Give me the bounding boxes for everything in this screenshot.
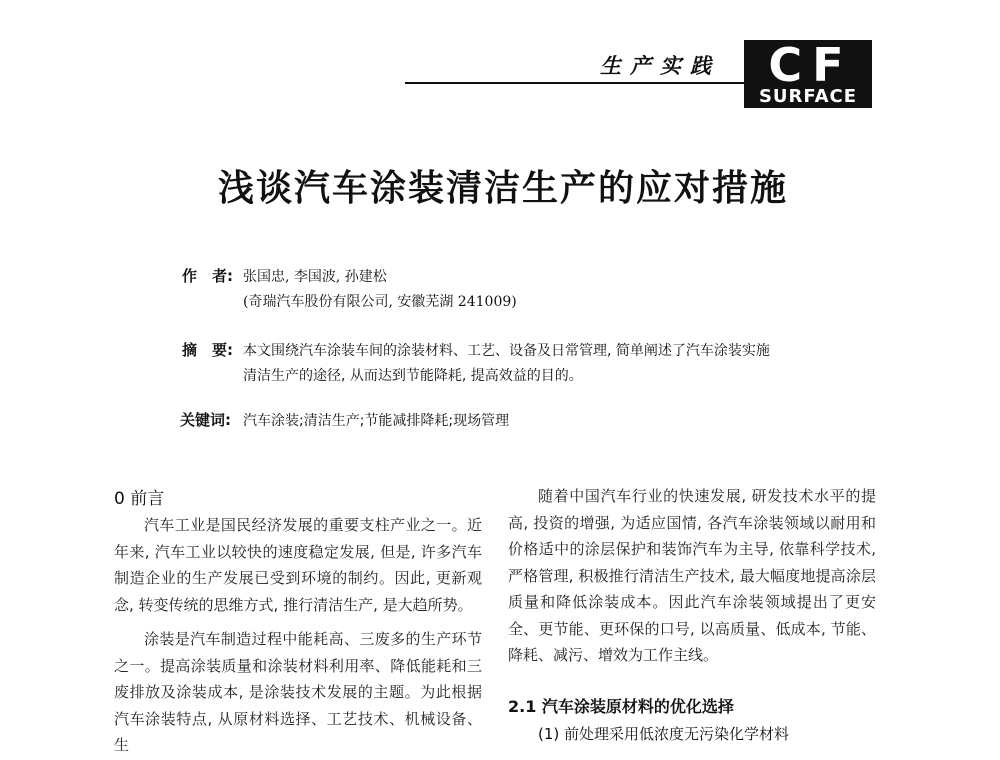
section-0-heading: 0 前言 [114,489,165,509]
section-2-1-heading: 2.1 汽车涂装原材料的优化选择 [508,697,734,716]
authors: 张国忠, 李国波, 孙建松 [243,269,387,285]
logo-surface-text: SURFACE [758,86,858,107]
left-paragraph-1: 汽车工业是国民经济发展的重要支柱产业之一。近年来, 汽车工业以较快的速度稳定发展, 但是, 许多汽车制造企业的生产发展已受到环境的制约。因此, 更新观念, 转变传统的思维方式, 推行清洁生产, 是大趋所势。 [114,516,482,614]
right-column [508,483,876,669]
subsection-1: (1) 前处理采用低浓度无污染化学材料 [538,725,790,743]
right-paragraph-1: 随着中国汽车行业的快速发展, 研发技术水平的提高, 投资的增强, 为适应国情, 各汽车涂装领域以耐用和价格适中的涂层保护和装饰汽车为主导, 依靠科学技术, 严格管理, 积极推行清洁生产技术, 最大幅度地提高涂层质量和降低涂装成本。因此汽车涂装领域提出了更安全、更节能、更环保的口号, 以高质量、低成本, 节能、降耗、减污、增效为工作主线。 [508,487,876,664]
section-label: 生产实践 [600,53,720,78]
abstract-line-1: 本文围绕汽车涂装车间的涂装材料、工艺、设备及日常管理, 简单阐述了汽车涂装实施 [243,343,770,359]
logo-cf-text: CF [768,38,854,92]
abstract-label: 摘 要: [182,341,233,359]
keywords-label: 关键词: [180,411,231,429]
authors-label: 作 者: [182,267,233,285]
keywords: 汽车涂装;清洁生产;节能减排降耗;现场管理 [243,413,510,429]
affiliation: (奇瑞汽车股份有限公司, 安徽芜湖 241009) [243,294,517,310]
journal-logo [744,40,872,108]
left-column [114,512,482,759]
header-rule [405,82,745,84]
left-paragraph-2: 涂装是汽车制造过程中能耗高、三废多的生产环节之一。提高涂装质量和涂装材料利用率、降低能耗和三废排放及涂装成本, 是涂装技术发展的主题。为此根据汽车涂装特点, 从原材料选择、工艺技术、机械设备、生 [114,630,482,754]
abstract-line-2: 清洁生产的途径, 从而达到节能降耗, 提高效益的目的。 [243,368,583,384]
article-title: 浅谈汽车涂装清洁生产的应对措施 [217,168,788,209]
